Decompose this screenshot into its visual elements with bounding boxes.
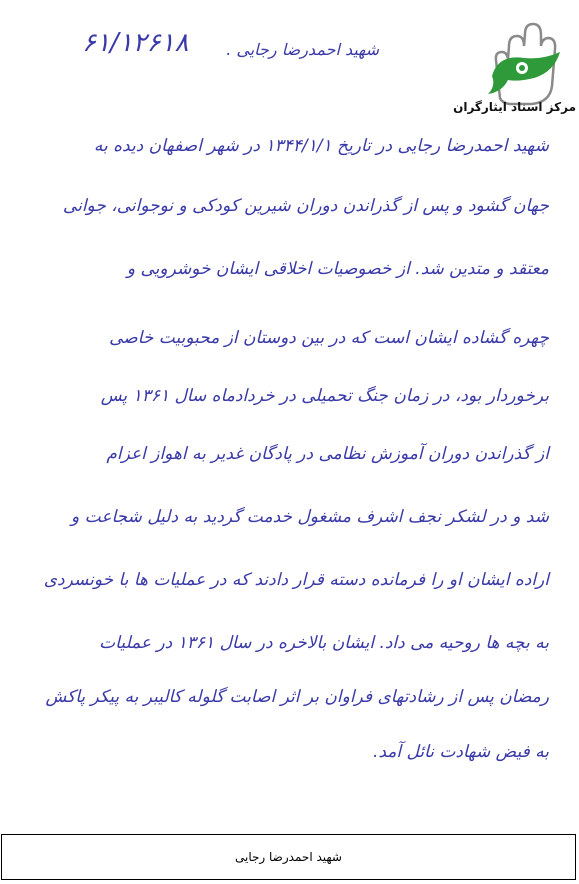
text-line-10: رمضان پس از رشادتهای فراوان بر اثر اصابت گلوله کالیبر به پیکر پاکش	[45, 687, 549, 707]
footer-caption-box	[1, 834, 576, 880]
text-line-11: به فیض شهادت نائل آمد.	[372, 742, 549, 762]
text-line-8: اراده ایشان او را فرمانده دسته قرار دادند که در عملیات ها با خونسردی	[43, 570, 549, 590]
document-number: ۶۱/۱۲۶۱۸	[82, 28, 189, 58]
text-line-4: چهره گشاده ایشان است که در بین دوستان از محبوبیت خاصی	[109, 328, 549, 348]
document-heading: شهید احمدرضا رجایی .	[226, 40, 379, 59]
text-line-9: به بچه ها روحیه می داد. ایشان بالاخره در سال ۱۳۶۱ در عملیات	[99, 633, 549, 653]
footer-caption: شهید احمدرضا رجایی	[235, 850, 342, 864]
text-line-7: شد و در لشکر نجف اشرف مشغول خدمت گردید به دلیل شجاعت و	[71, 507, 549, 527]
text-line-2: جهان گشود و پس از گذراندن دوران شیرین کودکی و نوجوانی، جوانی	[62, 196, 549, 216]
text-line-6: از گذراندن دوران آموزش نظامی در پادگان غدیر به اهواز اعزام	[106, 444, 549, 464]
logo-caption: مرکز اسناد ایثارگران	[453, 100, 576, 114]
text-line-5: برخوردار بود، در زمان جنگ تحمیلی در خردادماه سال ۱۳۶۱ پس	[100, 386, 549, 406]
text-line-3: معتقد و متدین شد. از خصوصیات اخلاقی ایشان خوشرویی و	[126, 259, 549, 279]
text-line-1: شهید احمدرضا رجایی در تاریخ ۱۳۴۴/۱/۱ در شهر اصفهان دیده به	[93, 136, 549, 156]
